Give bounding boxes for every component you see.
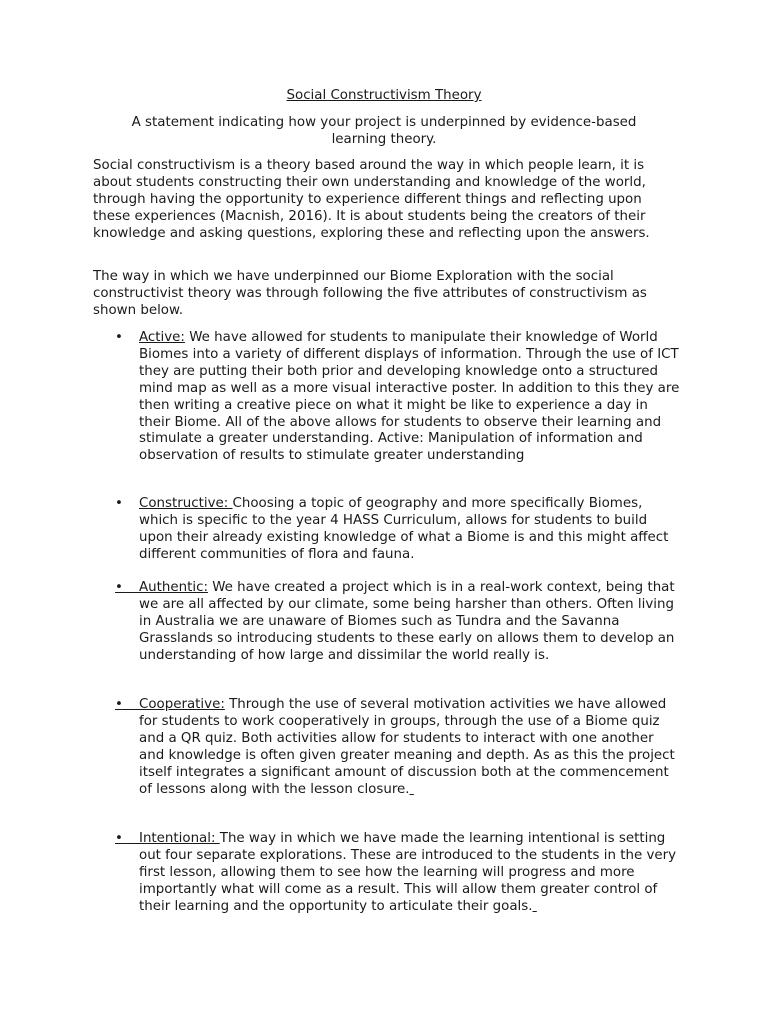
list-item-active [93, 330, 683, 465]
list-item-label: Intentional: [139, 831, 220, 846]
list-item-text: The way in which we have made the learning intentional is setting out four separate explorations. These are introduced to the students in the very first lesson, allowing them to see how the learning will progress and more importantly what will come as a result. This will allow them greater control of their learning and the opportunity to articulate their goals. [139, 831, 677, 914]
list-item-cooperative [93, 697, 683, 798]
list-item-body [139, 580, 683, 665]
list-item-authentic [93, 580, 683, 665]
list-item-label: Active: [139, 330, 185, 345]
bullet-icon: • [115, 580, 123, 595]
list-item-body [139, 831, 683, 916]
list-item-body [139, 496, 683, 564]
list-item-label: Constructive: [139, 496, 233, 511]
list-item-text: Choosing a topic of geography and more specifically Biomes, which is specific to the year 4 HASS Curriculum, allows for students to build upon their already existing knowledge of what a Biome is and this might affect different communities of flora and fauna. [139, 496, 669, 562]
page-subtitle: A statement indicating how your project is underpinned by evidence-based learning theory. [131, 115, 637, 147]
list-item-text: We have allowed for students to manipulate their knowledge of World Biomes into a variety of different displays of information. Through the use of ICT they are putting their both prior and developing knowledge onto a structured mind map as well as a more visual interactive poster. In addition to this they are then writing a creative piece on what it might be like to experience a day in their Biome. All of the above allows for students to observe their learning and stimulate a greater understanding. Active: Manipulation of information and observation of results to stimulate greater understanding [139, 330, 680, 464]
bullet-icon: • [115, 831, 123, 846]
list-item-body [139, 330, 683, 465]
list-item-constructive [93, 496, 683, 564]
list-item-label: Authentic: [139, 580, 208, 595]
list-item-body [139, 697, 683, 798]
method-paragraph: The way in which we have underpinned our Biome Exploration with the social constructivist theory was through following the five attributes of constructivism as shown below. [93, 269, 647, 318]
page-title: Social Constructivism Theory [286, 88, 482, 103]
bullet-icon: • [115, 697, 123, 712]
list-item-text: We have created a project which is in a real-work context, being that we are all affected by our climate, some being harsher than others. Often living in Australia we are unaware of Biomes such as Tundra and the Savanna Grasslands so introducing students to these early on allows them to develop an understanding of how large and dissimilar the world really is. [139, 580, 675, 663]
bullet-icon: • [115, 330, 123, 345]
intro-paragraph: Social constructivism is a theory based around the way in which people learn, it is about students constructing their own understanding and knowledge of the world, through having the opportunity to experience different things and reflecting upon these experiences (Macnish, 2016). It is about students being the creators of their knowledge and asking questions, exploring these and reflecting upon the answers. [93, 158, 650, 241]
list-item-text: Through the use of several motivation activities we have allowed for students to work cooperatively in groups, through the use of a Biome quiz and a QR quiz. Both activities allow for students to interact with one another and knowledge is often given greater meaning and depth. As as this the project itself integrates a significant amount of discussion both at the commencement of lessons along with the lesson closure. [139, 697, 675, 797]
list-item-intentional [93, 831, 683, 916]
bullet-icon: • [115, 496, 123, 511]
list-item-label: Cooperative: [139, 697, 225, 712]
